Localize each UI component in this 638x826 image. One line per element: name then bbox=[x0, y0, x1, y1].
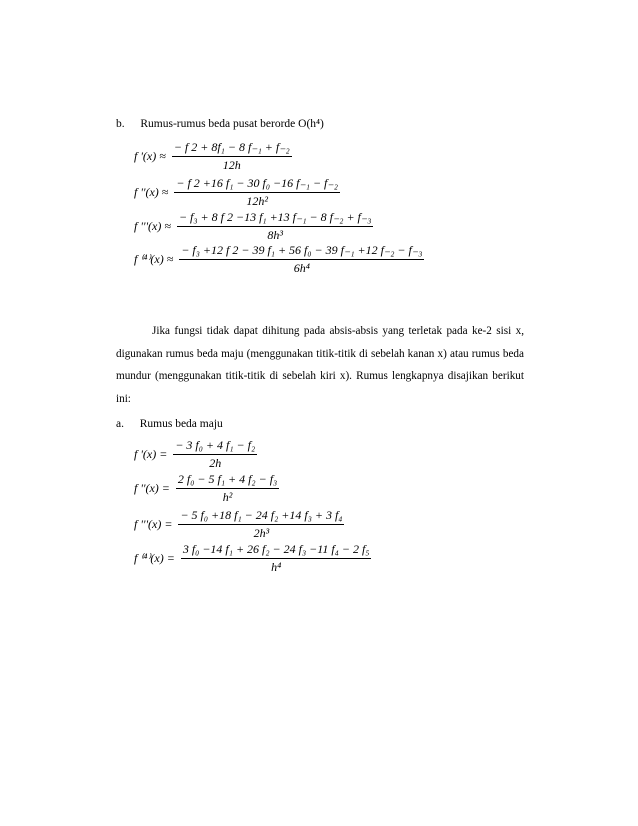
numerator: 3 f₀ −14 f₁ + 26 f₂ − 24 f₃ −11 f₄ − 2 f₅ bbox=[181, 542, 372, 559]
fraction bbox=[176, 472, 279, 505]
equation-a-4 bbox=[134, 542, 371, 575]
equation-lhs: f ''(x) = bbox=[134, 481, 170, 495]
section-b-title: Rumus-rumus beda pusat berorde O(h⁴) bbox=[140, 118, 324, 130]
equation-a-3 bbox=[134, 508, 344, 541]
equation-lhs: f '(x) = bbox=[134, 447, 168, 461]
denominator: 2h³ bbox=[253, 526, 270, 540]
section-b-label: b. bbox=[116, 118, 125, 130]
fraction bbox=[174, 176, 340, 209]
denominator: 12h² bbox=[246, 194, 268, 208]
fraction bbox=[177, 210, 373, 243]
numerator: − 5 f₀ +18 f₁ − 24 f₂ +14 f₃ + 3 f₄ bbox=[178, 508, 344, 525]
equation-lhs: f ''(x) ≈ bbox=[134, 185, 169, 199]
equation-lhs: f ⁽⁴⁾(x) = bbox=[134, 551, 175, 565]
denominator: 8h³ bbox=[267, 228, 283, 242]
body-paragraph bbox=[116, 320, 524, 410]
equation-b-4 bbox=[134, 243, 424, 276]
equation-lhs: f '''(x) = bbox=[134, 517, 173, 531]
fraction bbox=[172, 140, 292, 173]
equation-lhs: f ⁽⁴⁾(x) ≈ bbox=[134, 252, 174, 266]
denominator: 2h bbox=[209, 456, 222, 470]
numerator: − 3 f₀ + 4 f₁ − f₂ bbox=[173, 438, 257, 455]
equation-a-2 bbox=[134, 472, 279, 505]
denominator: h⁴ bbox=[271, 560, 282, 574]
section-b-heading bbox=[116, 118, 324, 130]
numerator: − f 2 + 8f₁ − 8 f₋₁ + f₋₂ bbox=[172, 140, 292, 157]
numerator: − f₃ +12 f 2 − 39 f₁ + 56 f₀ − 39 f₋₁ +12 f₋₂ − f₋₃ bbox=[179, 243, 424, 260]
fraction bbox=[181, 542, 372, 575]
section-a-heading bbox=[116, 418, 223, 430]
denominator: 12h bbox=[222, 158, 241, 172]
numerator: 2 f₀ − 5 f₁ + 4 f₂ − f₃ bbox=[176, 472, 279, 489]
numerator: − f 2 +16 f₁ − 30 f₀ −16 f₋₁ − f₋₂ bbox=[174, 176, 340, 193]
equation-b-1 bbox=[134, 140, 292, 173]
equation-a-1 bbox=[134, 438, 257, 471]
section-a-title: Rumus beda maju bbox=[139, 418, 223, 430]
paragraph-text: Jika fungsi tidak dapat dihitung pada absis-absis yang terletak pada ke-2 sisi x, digunakan rumus beda maju (menggunakan titik-titik di sebelah kanan x) atau rumus beda mundur (menggunakan titik-titik di sebelah kiri x). Rumus lengkapnya disajikan berikut ini: bbox=[116, 325, 524, 405]
fraction bbox=[179, 243, 424, 276]
equation-b-3 bbox=[134, 210, 373, 243]
equation-lhs: f '''(x) ≈ bbox=[134, 219, 171, 233]
section-a-label: a. bbox=[116, 418, 124, 430]
equation-b-2 bbox=[134, 176, 340, 209]
numerator: − f₃ + 8 f 2 −13 f₁ +13 f₋₁ − 8 f₋₂ + f₋₃ bbox=[177, 210, 373, 227]
equation-lhs: f '(x) ≈ bbox=[134, 149, 166, 163]
denominator: h² bbox=[222, 490, 233, 504]
fraction bbox=[173, 438, 257, 471]
fraction bbox=[178, 508, 344, 541]
denominator: 6h⁴ bbox=[293, 261, 310, 275]
